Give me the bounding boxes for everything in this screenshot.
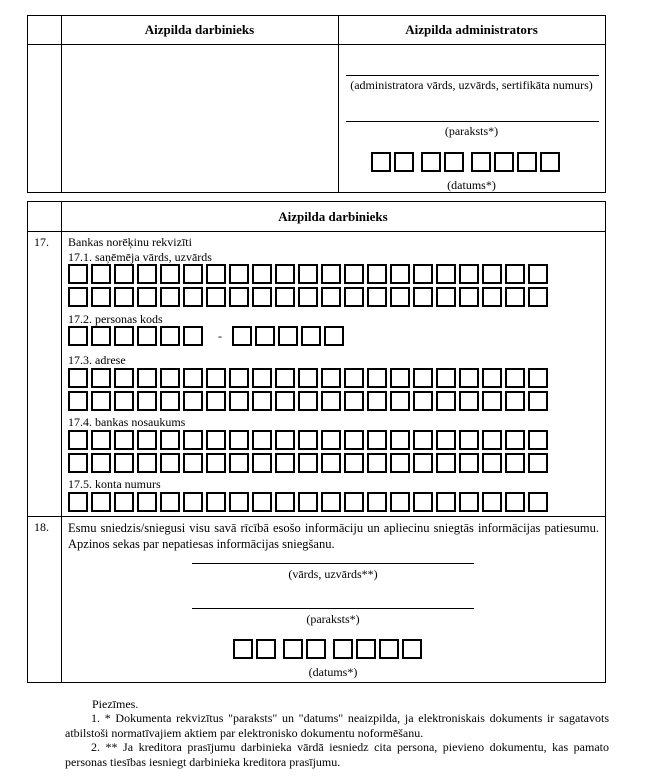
rule-line	[27, 201, 28, 682]
char-box[interactable]	[344, 391, 364, 411]
char-box[interactable]	[390, 453, 410, 473]
char-box[interactable]	[298, 264, 318, 284]
char-box[interactable]	[252, 391, 272, 411]
char-box[interactable]	[160, 368, 180, 388]
char-box[interactable]	[206, 391, 226, 411]
char-box[interactable]	[344, 287, 364, 307]
char-box[interactable]	[183, 430, 203, 450]
char-box[interactable]	[137, 430, 157, 450]
recipient-name-boxes-row1[interactable]	[68, 264, 551, 284]
char-box[interactable]	[229, 453, 249, 473]
char-box[interactable]	[344, 492, 364, 512]
char-box[interactable]	[206, 453, 226, 473]
rule-line	[27, 15, 28, 192]
char-box[interactable]	[482, 453, 502, 473]
char-box[interactable]	[283, 639, 303, 659]
char-box[interactable]	[160, 492, 180, 512]
char-box[interactable]	[528, 453, 548, 473]
char-box[interactable]	[505, 391, 525, 411]
char-box[interactable]	[528, 368, 548, 388]
char-box[interactable]	[252, 453, 272, 473]
char-box[interactable]	[229, 368, 249, 388]
item-17-number: 17.	[34, 235, 49, 249]
char-box[interactable]	[482, 287, 502, 307]
char-box[interactable]	[229, 430, 249, 450]
char-box[interactable]	[367, 264, 387, 284]
char-box[interactable]	[413, 492, 433, 512]
date-box[interactable]	[394, 152, 414, 172]
char-box[interactable]	[436, 368, 456, 388]
rule-line	[27, 682, 606, 683]
char-box[interactable]	[68, 264, 88, 284]
char-box[interactable]	[367, 492, 387, 512]
char-box[interactable]	[528, 492, 548, 512]
char-box[interactable]	[137, 391, 157, 411]
char-box[interactable]	[114, 287, 134, 307]
char-box[interactable]	[183, 326, 203, 346]
bank-name-boxes-row2[interactable]	[68, 453, 551, 473]
address-label: 17.3. adrese	[68, 353, 126, 367]
char-box[interactable]	[321, 287, 341, 307]
char-box[interactable]	[367, 391, 387, 411]
rule-line	[27, 231, 606, 232]
char-box[interactable]	[160, 391, 180, 411]
char-box[interactable]	[459, 287, 479, 307]
char-box[interactable]	[321, 492, 341, 512]
char-box[interactable]	[68, 391, 88, 411]
admin-date-boxes[interactable]	[371, 152, 563, 172]
char-box[interactable]	[390, 368, 410, 388]
char-box[interactable]	[367, 430, 387, 450]
char-box[interactable]	[206, 430, 226, 450]
char-box[interactable]	[436, 430, 456, 450]
char-box[interactable]	[137, 453, 157, 473]
char-box[interactable]	[68, 368, 88, 388]
char-box[interactable]	[528, 287, 548, 307]
admin-date-caption: (datums*)	[447, 178, 496, 192]
char-box[interactable]	[137, 492, 157, 512]
char-box[interactable]	[505, 368, 525, 388]
rule-line	[605, 15, 606, 192]
char-box[interactable]	[413, 264, 433, 284]
rule-line	[27, 516, 606, 517]
char-box[interactable]	[367, 287, 387, 307]
char-box[interactable]	[321, 453, 341, 473]
char-box[interactable]	[528, 264, 548, 284]
char-box[interactable]	[436, 287, 456, 307]
char-box[interactable]	[114, 264, 134, 284]
char-box[interactable]	[137, 264, 157, 284]
char-box[interactable]	[459, 492, 479, 512]
note-2: 2. ** Ja kreditora prasījumu darbinieka vārdā iesniedz cita persona, pievieno dokumentu, kas pamato personas tiesības iesniegt darbinieka kreditora prasījumu.	[65, 740, 609, 769]
personal-code-boxes-first[interactable]	[68, 326, 206, 346]
char-box[interactable]	[206, 492, 226, 512]
char-box[interactable]	[505, 492, 525, 512]
admin-name-caption: (administratora vārds, uzvārds, sertifikāta numurs)	[350, 78, 593, 92]
char-box[interactable]	[229, 391, 249, 411]
bank-name-boxes-row1[interactable]	[68, 430, 551, 450]
col-header-worker: Aizpilda darbinieks	[144, 22, 255, 37]
char-box[interactable]	[298, 391, 318, 411]
char-box[interactable]	[91, 492, 111, 512]
char-box[interactable]	[232, 326, 252, 346]
date-box[interactable]	[494, 152, 514, 172]
recipient-name-label: 17.1. saņēmēja vārds, uzvārds	[68, 250, 212, 264]
rule-line	[27, 44, 606, 45]
char-box[interactable]	[379, 639, 399, 659]
char-box[interactable]	[298, 430, 318, 450]
worker-table-header: Aizpilda darbinieks	[278, 209, 388, 224]
char-box[interactable]	[160, 264, 180, 284]
char-box[interactable]	[114, 368, 134, 388]
worker-name-line[interactable]	[192, 563, 474, 564]
char-box[interactable]	[114, 391, 134, 411]
char-box[interactable]	[68, 287, 88, 307]
char-box[interactable]	[459, 264, 479, 284]
char-box[interactable]	[459, 391, 479, 411]
worker-date-boxes[interactable]	[233, 639, 425, 659]
char-box[interactable]	[68, 430, 88, 450]
char-box[interactable]	[114, 492, 134, 512]
char-box[interactable]	[91, 391, 111, 411]
char-box[interactable]	[321, 368, 341, 388]
char-box[interactable]	[91, 326, 111, 346]
char-box[interactable]	[137, 368, 157, 388]
char-box[interactable]	[206, 368, 226, 388]
col-header-admin: Aizpilda administrators	[405, 22, 538, 37]
date-box[interactable]	[371, 152, 391, 172]
item-17-title: Bankas norēķinu rekvizīti	[68, 235, 192, 249]
char-box[interactable]	[275, 492, 295, 512]
address-boxes-row1[interactable]	[68, 368, 551, 388]
char-box[interactable]	[91, 453, 111, 473]
date-box[interactable]	[517, 152, 537, 172]
char-box[interactable]	[275, 391, 295, 411]
char-box[interactable]	[528, 430, 548, 450]
char-box[interactable]	[229, 492, 249, 512]
char-box[interactable]	[482, 368, 502, 388]
char-box[interactable]	[367, 368, 387, 388]
char-box[interactable]	[505, 430, 525, 450]
worker-date-caption: (datums*)	[308, 665, 358, 679]
account-number-label: 17.5. konta numurs	[68, 477, 161, 491]
char-box[interactable]	[183, 453, 203, 473]
char-box[interactable]	[436, 492, 456, 512]
date-box[interactable]	[540, 152, 560, 172]
rule-line	[61, 15, 62, 192]
char-box[interactable]	[436, 391, 456, 411]
char-box[interactable]	[390, 287, 410, 307]
char-box[interactable]	[390, 264, 410, 284]
char-box[interactable]	[482, 264, 502, 284]
char-box[interactable]	[255, 326, 275, 346]
char-box[interactable]	[298, 453, 318, 473]
char-box[interactable]	[436, 453, 456, 473]
char-box[interactable]	[278, 326, 298, 346]
date-box[interactable]	[444, 152, 464, 172]
char-box[interactable]	[505, 287, 525, 307]
account-number-boxes[interactable]	[68, 492, 551, 512]
char-box[interactable]	[160, 430, 180, 450]
char-box[interactable]	[298, 492, 318, 512]
char-box[interactable]	[344, 430, 364, 450]
char-box[interactable]	[413, 391, 433, 411]
rule-line	[27, 15, 606, 16]
char-box[interactable]	[413, 368, 433, 388]
char-box[interactable]	[183, 368, 203, 388]
char-box[interactable]	[275, 264, 295, 284]
char-box[interactable]	[91, 287, 111, 307]
notes-title: Piezīmes.	[92, 697, 139, 711]
item-18-number: 18.	[34, 520, 49, 534]
char-box[interactable]	[298, 368, 318, 388]
admin-signature-line[interactable]	[346, 121, 599, 122]
char-box[interactable]	[275, 453, 295, 473]
char-box[interactable]	[356, 639, 376, 659]
char-box[interactable]	[333, 639, 353, 659]
char-box[interactable]	[390, 430, 410, 450]
char-box[interactable]	[306, 639, 326, 659]
char-box[interactable]	[344, 453, 364, 473]
char-box[interactable]	[301, 326, 321, 346]
char-box[interactable]	[459, 453, 479, 473]
char-box[interactable]	[367, 453, 387, 473]
rule-line	[61, 201, 62, 682]
char-box[interactable]	[114, 453, 134, 473]
date-box[interactable]	[471, 152, 491, 172]
char-box[interactable]	[324, 326, 344, 346]
char-box[interactable]	[91, 264, 111, 284]
worker-name-caption: (vārds, uzvārds**)	[288, 567, 378, 581]
personal-code-dash: -	[218, 329, 222, 343]
char-box[interactable]	[252, 492, 272, 512]
char-box[interactable]	[114, 326, 134, 346]
admin-signature-caption: (paraksts*)	[444, 124, 499, 138]
char-box[interactable]	[344, 264, 364, 284]
char-box[interactable]	[275, 287, 295, 307]
char-box[interactable]	[91, 368, 111, 388]
char-box[interactable]	[459, 430, 479, 450]
char-box[interactable]	[252, 430, 272, 450]
char-box[interactable]	[505, 453, 525, 473]
char-box[interactable]	[252, 368, 272, 388]
char-box[interactable]	[183, 391, 203, 411]
char-box[interactable]	[160, 453, 180, 473]
char-box[interactable]	[482, 492, 502, 512]
char-box[interactable]	[68, 492, 88, 512]
char-box[interactable]	[229, 264, 249, 284]
char-box[interactable]	[183, 264, 203, 284]
char-box[interactable]	[344, 368, 364, 388]
char-box[interactable]	[482, 430, 502, 450]
char-box[interactable]	[275, 368, 295, 388]
char-box[interactable]	[233, 639, 253, 659]
char-box[interactable]	[68, 326, 88, 346]
char-box[interactable]	[275, 430, 295, 450]
char-box[interactable]	[459, 368, 479, 388]
char-box[interactable]	[229, 287, 249, 307]
char-box[interactable]	[413, 453, 433, 473]
char-box[interactable]	[114, 430, 134, 450]
date-box[interactable]	[421, 152, 441, 172]
char-box[interactable]	[183, 287, 203, 307]
char-box[interactable]	[390, 492, 410, 512]
recipient-name-boxes-row2[interactable]	[68, 287, 551, 307]
char-box[interactable]	[413, 287, 433, 307]
char-box[interactable]	[321, 264, 341, 284]
char-box[interactable]	[298, 287, 318, 307]
char-box[interactable]	[252, 264, 272, 284]
rule-line	[605, 201, 606, 682]
char-box[interactable]	[252, 287, 272, 307]
char-box[interactable]	[183, 492, 203, 512]
char-box[interactable]	[321, 391, 341, 411]
note-1: 1. * Dokumenta rekvizītus "paraksts" un "datums" neaizpilda, ja elektroniskais dokuments ir sagatavots atbilstoši normatīvajiem aktiem par elektronisko dokumentu noformēšanu.	[65, 711, 609, 740]
personal-code-boxes-second[interactable]	[232, 326, 347, 346]
char-box[interactable]	[413, 430, 433, 450]
char-box[interactable]	[206, 287, 226, 307]
worker-signature-caption: (paraksts*)	[306, 612, 360, 626]
char-box[interactable]	[321, 430, 341, 450]
char-box[interactable]	[206, 264, 226, 284]
rule-line	[27, 201, 606, 202]
char-box[interactable]	[137, 287, 157, 307]
worker-signature-line[interactable]	[192, 608, 474, 609]
item-18-declaration: Esmu sniedzis/sniegusi visu savā rīcībā esošo informāciju un apliecinu sniegtās informācijas patiesumu. Apzinos sekas par nepatiesas informācijas sniegšanu.	[68, 521, 599, 551]
rule-line	[338, 15, 339, 192]
char-box[interactable]	[402, 639, 422, 659]
char-box[interactable]	[68, 453, 88, 473]
admin-name-line[interactable]	[346, 75, 599, 76]
char-box[interactable]	[528, 391, 548, 411]
bank-name-label: 17.4. bankas nosaukums	[68, 415, 186, 429]
notes-body	[65, 711, 609, 769]
char-box[interactable]	[482, 391, 502, 411]
char-box[interactable]	[160, 287, 180, 307]
char-box[interactable]	[505, 264, 525, 284]
char-box[interactable]	[256, 639, 276, 659]
personal-code-label: 17.2. personas kods	[68, 312, 163, 326]
char-box[interactable]	[160, 326, 180, 346]
char-box[interactable]	[436, 264, 456, 284]
char-box[interactable]	[390, 391, 410, 411]
char-box[interactable]	[91, 430, 111, 450]
address-boxes-row2[interactable]	[68, 391, 551, 411]
char-box[interactable]	[137, 326, 157, 346]
